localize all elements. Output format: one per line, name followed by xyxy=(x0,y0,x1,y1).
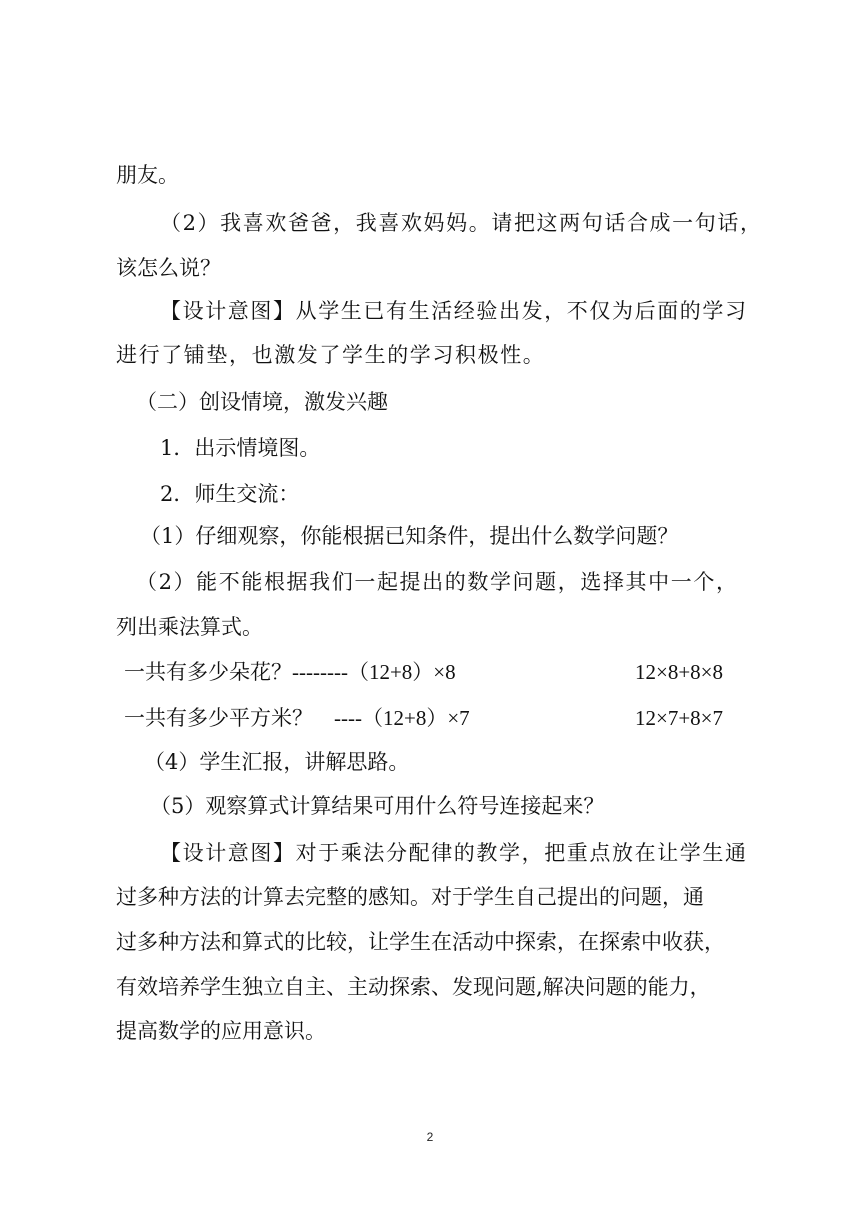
text-line: （4）学生汇报，讲解思路。 xyxy=(144,750,410,774)
page-number: 2 xyxy=(426,1130,434,1144)
text-line: 【设计意图】对于乘法分配律的教学，把重点放在让学生通 xyxy=(160,841,748,865)
equation-line: 一共有多少朵花？--------（12+8）×8 xyxy=(124,660,456,684)
section-heading: （二）创设情境，激发兴趣 xyxy=(136,390,388,414)
text-line: 进行了铺垫，也激发了学生的学习积极性。 xyxy=(116,343,546,367)
text-line: （1）仔细观察，你能根据已知条件，提出什么数学问题？ xyxy=(140,524,679,548)
equation-expression: 12×7+8×7 xyxy=(635,706,724,730)
text-line: 该怎么说？ xyxy=(116,256,221,280)
text-line: 提高数学的应用意识。 xyxy=(116,1019,326,1043)
text-line: 【设计意图】从学生已有生活经验出发，不仅为后面的学习 xyxy=(160,299,748,323)
equation-expression: 12×8+8×8 xyxy=(635,660,724,684)
text-line: 有效培养学生独立自主、主动探索、发现问题,解决问题的能力， xyxy=(116,975,711,999)
equation-line: 一共有多少平方米？ ----（12+8）×7 xyxy=(124,706,470,730)
text-line: 过多种方法和算式的比较，让学生在活动中探索，在探索中收获， xyxy=(116,930,725,954)
text-line: 过多种方法的计算去完整的感知。对于学生自己提出的问题，通 xyxy=(116,885,704,909)
text-line: 2．师生交流： xyxy=(160,482,300,506)
text-line: 1．出示情境图。 xyxy=(160,436,321,460)
text-line: 列出乘法算式。 xyxy=(116,615,263,639)
text-line: （2）我喜欢爸爸，我喜欢妈妈。请把这两句话合成一句话， xyxy=(160,211,763,235)
text-line: （2）能不能根据我们一起提出的数学问题，选择其中一个， xyxy=(136,570,739,594)
text-line: 朋友。 xyxy=(116,163,179,187)
text-line: （5）观察算式计算结果可用什么符号连接起来？ xyxy=(150,794,605,818)
